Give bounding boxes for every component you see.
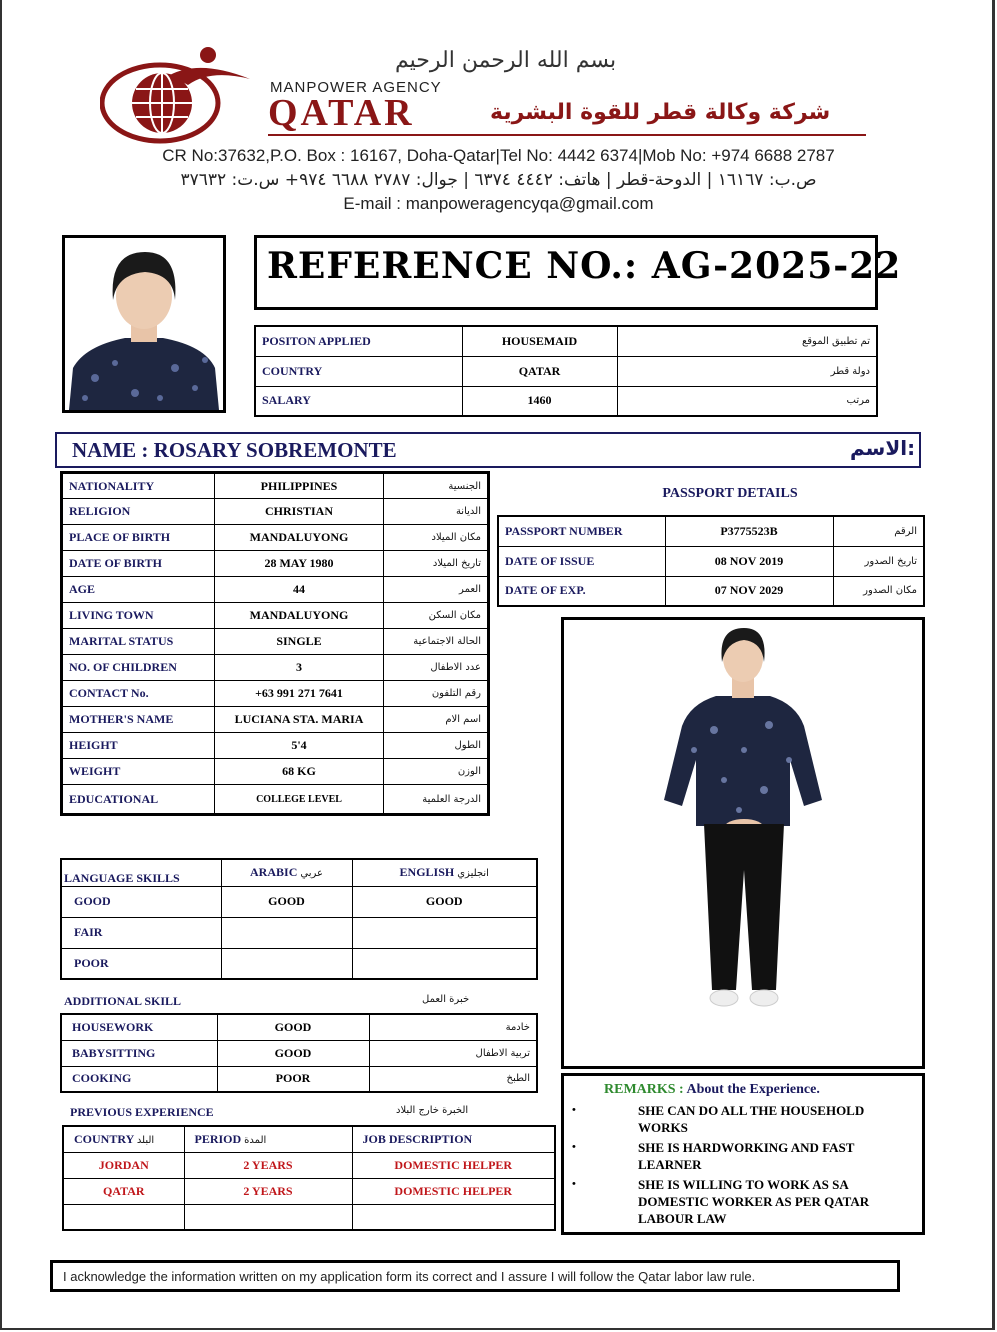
bullet-icon: • <box>572 1104 576 1116</box>
person-portrait-icon <box>65 238 223 410</box>
additional-skill-table <box>60 1013 538 1093</box>
acknowledgement: I acknowledge the information written on my application form its correct and I assure I will follow the Qatar labor law rule. <box>50 1260 900 1292</box>
bullet-icon: • <box>572 1141 576 1153</box>
field-label-arabic: اسم الام <box>384 707 489 733</box>
brand-divider <box>268 134 866 136</box>
country-label: COUNTRY <box>255 356 462 386</box>
experience-period <box>184 1204 352 1230</box>
field-label: LIVING TOWN <box>62 603 215 629</box>
person-full-body-icon <box>564 620 922 1066</box>
field-value: SINGLE <box>215 629 384 655</box>
passport-field-arabic: مكان الصدور <box>833 576 924 606</box>
experience-job: DOMESTIC HELPER <box>352 1178 555 1204</box>
experience-period: 2 YEARS <box>184 1152 352 1178</box>
field-label-arabic: الحالة الاجتماعية <box>384 629 489 655</box>
field-label: NATIONALITY <box>62 473 215 499</box>
field-label-arabic: العمر <box>384 577 489 603</box>
list-item <box>572 1176 917 1227</box>
contact-line: CR No:37632,P.O. Box : 16167, Doha-Qatar|Tel No: 4442 6374|Mob No: +974 6688 2787 <box>162 146 835 165</box>
field-label-arabic: مكان الميلاد <box>384 525 489 551</box>
remark-text: SHE CAN DO ALL THE HOUSEHOLD WORKS <box>638 1103 865 1135</box>
arabic-level <box>221 917 352 948</box>
job-description-header: JOB DESCRIPTION <box>352 1126 555 1152</box>
table-row <box>61 886 537 917</box>
arabic-level: GOOD <box>221 886 352 917</box>
field-label-arabic: مكان السكن <box>384 603 489 629</box>
field-label-arabic: الديانة <box>384 499 489 525</box>
english-header-label: ENGLISH <box>399 865 455 880</box>
passport-table <box>497 515 925 607</box>
field-label: EDUCATIONAL <box>62 785 215 815</box>
field-label-arabic: الجنسية <box>384 473 489 499</box>
table-row <box>498 576 924 606</box>
salary-value: 1460 <box>462 386 617 416</box>
skill-label: COOKING <box>61 1066 217 1092</box>
list-item <box>572 1139 917 1173</box>
field-value: 5'4 <box>215 733 384 759</box>
position-value: HOUSEMAID <box>462 326 617 356</box>
field-label: CONTACT No. <box>62 681 215 707</box>
table-row <box>62 655 489 681</box>
skill-label-arabic: خادمة <box>369 1014 537 1040</box>
remarks-title <box>604 1082 820 1098</box>
field-value: COLLEGE LEVEL <box>215 785 384 815</box>
field-label: RELIGION <box>62 499 215 525</box>
position-table <box>254 325 878 417</box>
position-label-arabic: تم تطبيق الموقع <box>617 326 877 356</box>
email-line: E-mail : manpoweragencyqa@gmail.com <box>343 194 654 213</box>
english-level <box>352 917 537 948</box>
level-label: POOR <box>61 948 221 979</box>
field-label: MOTHER'S NAME <box>62 707 215 733</box>
country-header <box>63 1126 184 1152</box>
table-row <box>61 917 537 948</box>
field-value: 68 KG <box>215 759 384 785</box>
english-header-arabic: انجليزي <box>457 868 489 880</box>
arabic-header-arabic: عربي <box>300 868 323 880</box>
reference-number: REFERENCE NO.: AG-2025-22 <box>267 245 902 287</box>
table-row <box>62 499 489 525</box>
table-row <box>62 551 489 577</box>
country-value: QATAR <box>462 356 617 386</box>
additional-skill-title-arabic: خبرة العمل <box>422 994 470 1005</box>
experience-job: DOMESTIC HELPER <box>352 1152 555 1178</box>
table-row <box>255 356 877 386</box>
brand-title: QATAR <box>268 92 415 134</box>
position-label: POSITON APPLIED <box>255 326 462 356</box>
salary-label-arabic: مرتب <box>617 386 877 416</box>
field-label: DATE OF BIRTH <box>62 551 215 577</box>
field-value: 3 <box>215 655 384 681</box>
remark-text: SHE IS WILLING TO WORK AS SA DOMESTIC WORKER AS PER QATAR LABOUR LAW <box>638 1177 870 1226</box>
level-label: GOOD <box>61 886 221 917</box>
skill-label: HOUSEWORK <box>61 1014 217 1040</box>
level-label: FAIR <box>61 917 221 948</box>
full-body-photo <box>561 617 925 1069</box>
passport-field-value: P3775523B <box>665 516 833 546</box>
table-row <box>61 1040 537 1066</box>
table-row <box>62 577 489 603</box>
remarks-label: REMARKS : <box>604 1082 684 1097</box>
field-label: NO. OF CHILDREN <box>62 655 215 681</box>
table-row <box>498 546 924 576</box>
table-row <box>61 948 537 979</box>
arabic-header <box>221 859 352 886</box>
skill-value: POOR <box>217 1066 369 1092</box>
field-label: PLACE OF BIRTH <box>62 525 215 551</box>
field-value: +63 991 271 7641 <box>215 681 384 707</box>
experience-period: 2 YEARS <box>184 1178 352 1204</box>
experience-country: JORDAN <box>63 1152 184 1178</box>
applicant-name-arabic: الاسم: <box>850 436 916 460</box>
english-header <box>352 859 537 886</box>
contact-line-arabic: ص.ب: ١٦١٦٧ | الدوحة-قطر | هاتف: ٤٤٤٢ ٦٣٧٤ | جوال: ٢٧٨٧ ٦٦٨٨ ٩٧٤+ س.ت: ٣٧٦٣٢ <box>180 170 817 190</box>
table-row <box>62 759 489 785</box>
applicant-name: NAME : ROSARY SOBREMONTE <box>72 438 397 462</box>
skill-value: GOOD <box>217 1040 369 1066</box>
skill-value: GOOD <box>217 1014 369 1040</box>
field-value: 28 MAY 1980 <box>215 551 384 577</box>
field-value: CHRISTIAN <box>215 499 384 525</box>
passport-field-value: 07 NOV 2029 <box>665 576 833 606</box>
field-value: PHILIPPINES <box>215 473 384 499</box>
field-label-arabic: الطول <box>384 733 489 759</box>
remarks-list <box>572 1102 917 1230</box>
table-header-row <box>63 1126 555 1152</box>
passport-field-label: DATE OF EXP. <box>498 576 665 606</box>
table-row <box>62 473 489 499</box>
english-level <box>352 948 537 979</box>
table-row <box>61 1014 537 1040</box>
bismillah: بسم الله الرحمن الرحيم <box>395 48 617 73</box>
country-header-arabic: البلد <box>136 1134 155 1146</box>
previous-experience-title-arabic: الخبرة خارج البلاد <box>396 1105 469 1116</box>
table-row <box>62 785 489 815</box>
table-row <box>62 733 489 759</box>
remark-text: SHE IS HARDWORKING AND FAST LEARNER <box>638 1140 855 1172</box>
experience-job <box>352 1204 555 1230</box>
list-item <box>572 1102 917 1136</box>
arabic-header-label: ARABIC <box>250 865 298 880</box>
additional-skill-title: ADDITIONAL SKILL <box>64 994 182 1008</box>
remarks-subtitle: About the Experience. <box>686 1082 820 1097</box>
country-label-arabic: دولة قطر <box>617 356 877 386</box>
field-label: HEIGHT <box>62 733 215 759</box>
passport-field-value: 08 NOV 2019 <box>665 546 833 576</box>
experience-country: QATAR <box>63 1178 184 1204</box>
passport-field-label: DATE OF ISSUE <box>498 546 665 576</box>
field-label-arabic: عدد الاطفال <box>384 655 489 681</box>
period-header <box>184 1126 352 1152</box>
table-row <box>61 1066 537 1092</box>
field-label-arabic: تاريخ الميلاد <box>384 551 489 577</box>
skill-label-arabic: تربية الاطفال <box>369 1040 537 1066</box>
field-value: 44 <box>215 577 384 603</box>
period-header-label: PERIOD <box>194 1131 242 1146</box>
field-label-arabic: رقم التلفون <box>384 681 489 707</box>
previous-experience-title: PREVIOUS EXPERIENCE <box>70 1105 214 1119</box>
table-row <box>62 629 489 655</box>
table-row <box>62 525 489 551</box>
table-row <box>62 681 489 707</box>
field-value: LUCIANA STA. MARIA <box>215 707 384 733</box>
table-row <box>63 1178 555 1204</box>
english-level: GOOD <box>352 886 537 917</box>
field-label: AGE <box>62 577 215 603</box>
brand-arabic: شركة وكالة قطر للقوة البشرية <box>490 100 831 125</box>
agency-logo <box>100 45 260 145</box>
skill-label: BABYSITTING <box>61 1040 217 1066</box>
field-value: MANDALUYONG <box>215 525 384 551</box>
table-row <box>255 326 877 356</box>
passport-field-arabic: الرقم <box>833 516 924 546</box>
skill-label-arabic: الطبخ <box>369 1066 537 1092</box>
table-row <box>62 707 489 733</box>
field-value: MANDALUYONG <box>215 603 384 629</box>
field-label-arabic: الدرجة العلمية <box>384 785 489 815</box>
language-skills-header: LANGUAGE SKILLS <box>61 859 221 886</box>
table-row <box>255 386 877 416</box>
country-header-label: COUNTRY <box>74 1131 134 1146</box>
bullet-icon: • <box>572 1178 576 1190</box>
passport-field-arabic: تاريخ الصدور <box>833 546 924 576</box>
passport-photo <box>62 235 226 413</box>
table-header-row <box>61 859 537 886</box>
table-row <box>62 603 489 629</box>
passport-details-title: PASSPORT DETAILS <box>662 486 798 501</box>
arabic-level <box>221 948 352 979</box>
period-header-arabic: المدة <box>244 1134 267 1146</box>
passport-field-label: PASSPORT NUMBER <box>498 516 665 546</box>
salary-label: SALARY <box>255 386 462 416</box>
table-row <box>63 1204 555 1230</box>
field-label: WEIGHT <box>62 759 215 785</box>
experience-country <box>63 1204 184 1230</box>
table-row <box>63 1152 555 1178</box>
field-label: MARITAL STATUS <box>62 629 215 655</box>
table-row <box>498 516 924 546</box>
brand-subtitle: MANPOWER AGENCY <box>270 79 442 96</box>
personal-details-table <box>60 471 490 816</box>
field-label-arabic: الوزن <box>384 759 489 785</box>
previous-experience-table <box>62 1125 556 1231</box>
language-skills-table <box>60 858 538 980</box>
